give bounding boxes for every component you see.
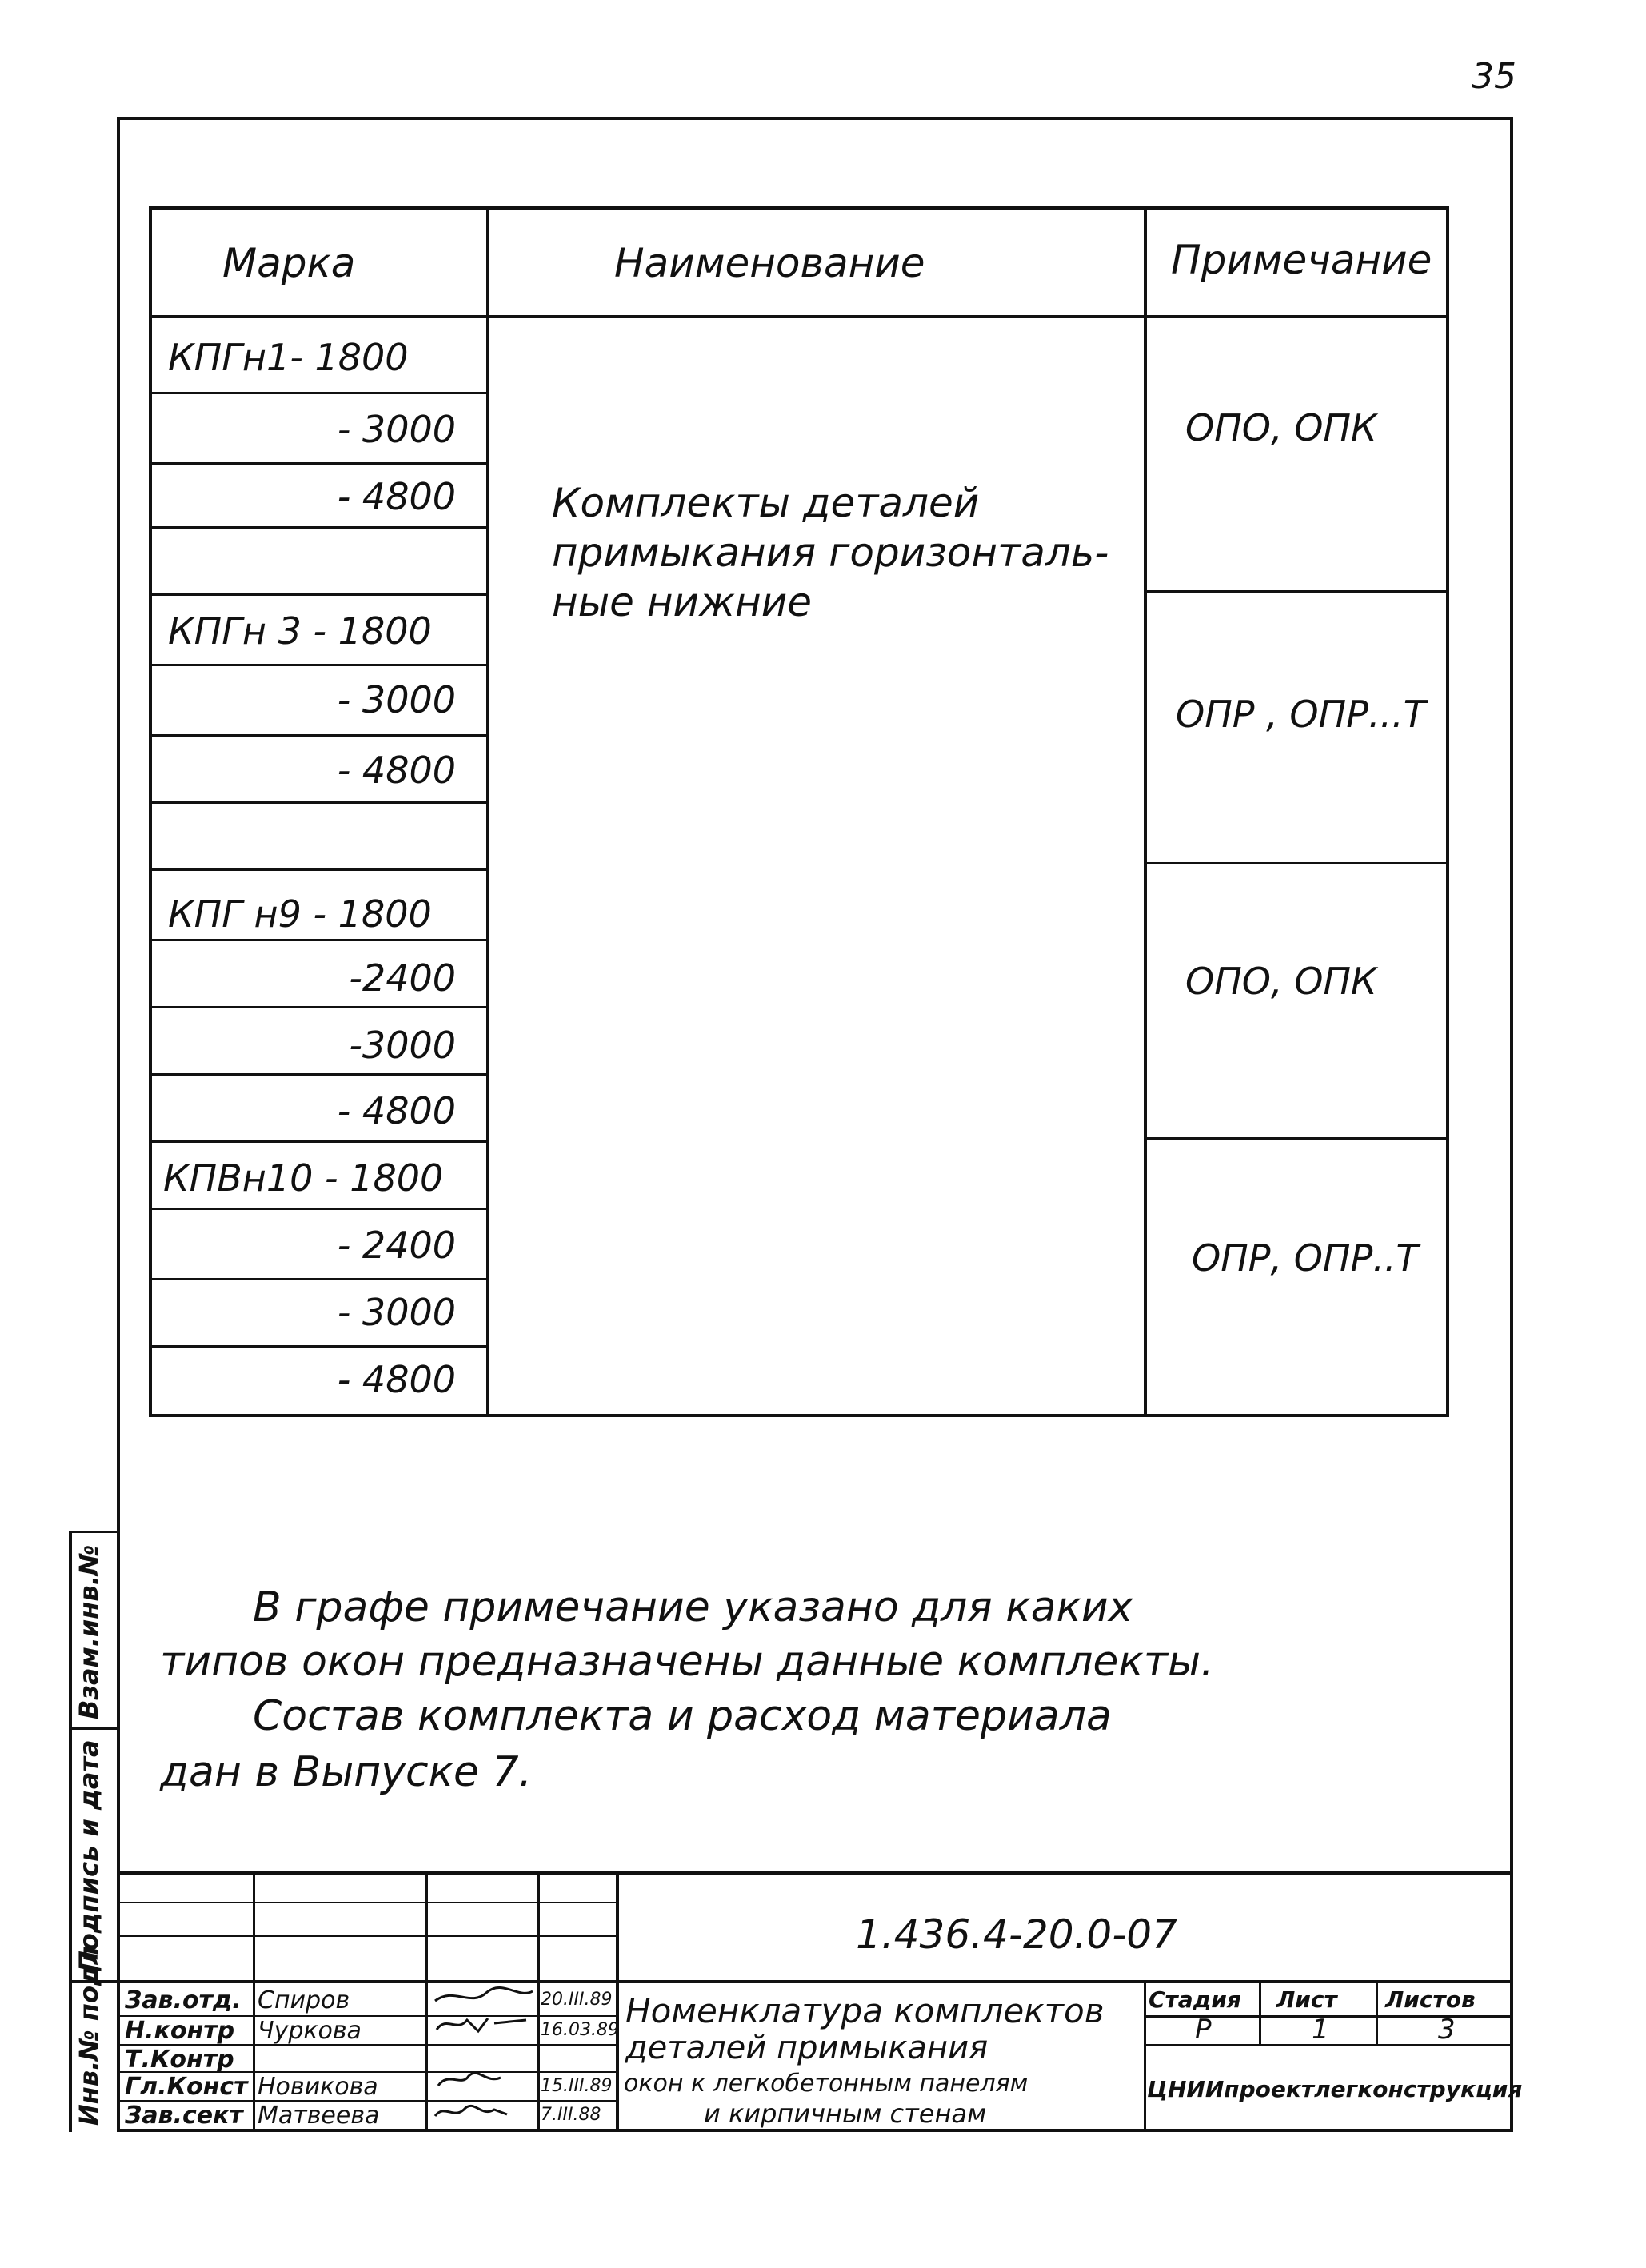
mark-cell: - 4800 <box>337 1358 456 1401</box>
sign-date: 16.03.89 <box>541 2020 619 2040</box>
role-label: Гл.Конст <box>125 2073 248 2101</box>
note-cell: ОПР , ОПР...Т <box>1176 693 1426 736</box>
sheets-label: Листов <box>1385 1986 1476 2013</box>
name-line: ные нижние <box>552 579 812 625</box>
mark-cell: -2400 <box>349 956 456 1000</box>
role-label: Н.контр <box>125 2017 235 2045</box>
sign-date: 7.III.88 <box>541 2105 601 2125</box>
person-name: Новикова <box>258 2073 378 2101</box>
mark-cell: КПГн 3 - 1800 <box>168 609 432 653</box>
name-line: Комплекты деталей <box>552 480 980 526</box>
frame-right <box>1510 117 1513 2132</box>
note-cell: ОПО, ОПК <box>1185 960 1377 1003</box>
role-label: Зав.сект <box>125 2102 243 2130</box>
side-stamp-label: Инв.№ подл <box>74 1946 104 2126</box>
sign-date: 20.III.89 <box>541 1990 613 2010</box>
frame-left <box>117 117 120 2132</box>
note-paragraph-line: дан в Выпуске 7. <box>160 1748 533 1796</box>
mark-cell: - 2400 <box>337 1224 456 1267</box>
person-name: Спиров <box>258 1986 350 2014</box>
signature-image <box>430 1983 536 2127</box>
mark-cell: КПВн10 - 1800 <box>163 1156 444 1200</box>
header-note: Примечание <box>1171 237 1432 283</box>
document-code: 1.436.4-20.0-07 <box>856 1911 1177 1958</box>
mark-cell: - 4800 <box>337 749 456 792</box>
name-line: примыкания горизонталь- <box>552 529 1109 576</box>
frame-top <box>117 117 1513 120</box>
header-mark: Марка <box>222 240 356 286</box>
mark-cell: КПГ н9 - 1800 <box>168 892 432 936</box>
side-stamp-label: Подпись и дата <box>74 1739 104 1972</box>
note-cell: ОПО, ОПК <box>1185 406 1377 449</box>
side-stamp-label: Взам.инв.№ <box>74 1544 104 1719</box>
sheet-value: 1 <box>1312 2014 1329 2046</box>
document-title-line: Номенклатура комплектов <box>625 1991 1105 2030</box>
person-name: Матвеева <box>258 2102 380 2130</box>
mark-cell: - 3000 <box>337 408 456 451</box>
role-label: Т.Контр <box>125 2046 234 2074</box>
stage-label: Стадия <box>1149 1986 1241 2013</box>
document-title-line: деталей примыкания <box>625 2030 989 2066</box>
mark-cell: КПГн1- 1800 <box>168 336 409 379</box>
sheet-label: Лист <box>1276 1986 1337 2013</box>
document-title-line: и кирпичным стенам <box>704 2098 987 2129</box>
mark-cell: - 4800 <box>337 475 456 518</box>
mark-cell: - 3000 <box>337 678 456 721</box>
note-cell: ОПР, ОПР..Т <box>1192 1236 1419 1280</box>
mark-cell: -3000 <box>349 1024 456 1067</box>
sheets-value: 3 <box>1438 2014 1456 2046</box>
role-label: Зав.отд. <box>125 1986 242 2014</box>
mark-cell: - 3000 <box>337 1291 456 1334</box>
stage-value: Р <box>1195 2014 1212 2046</box>
note-paragraph-line: типов окон предназначены данные комплекты. <box>160 1638 1214 1686</box>
document-title-line: окон к легкобетонным панелям <box>624 2070 1029 2098</box>
note-paragraph-line: Состав комплекта и расход материала <box>253 1692 1112 1740</box>
note-paragraph-line: В графе примечание указано для каких <box>253 1583 1133 1631</box>
page-number: 35 <box>1472 56 1516 97</box>
header-name: Наименование <box>614 240 925 286</box>
organization-name: ЦНИИпроектлегконструкция <box>1147 2076 1523 2102</box>
sign-date: 15.III.89 <box>541 2076 613 2096</box>
person-name: Чуркова <box>258 2017 362 2045</box>
mark-cell: - 4800 <box>337 1089 456 1132</box>
